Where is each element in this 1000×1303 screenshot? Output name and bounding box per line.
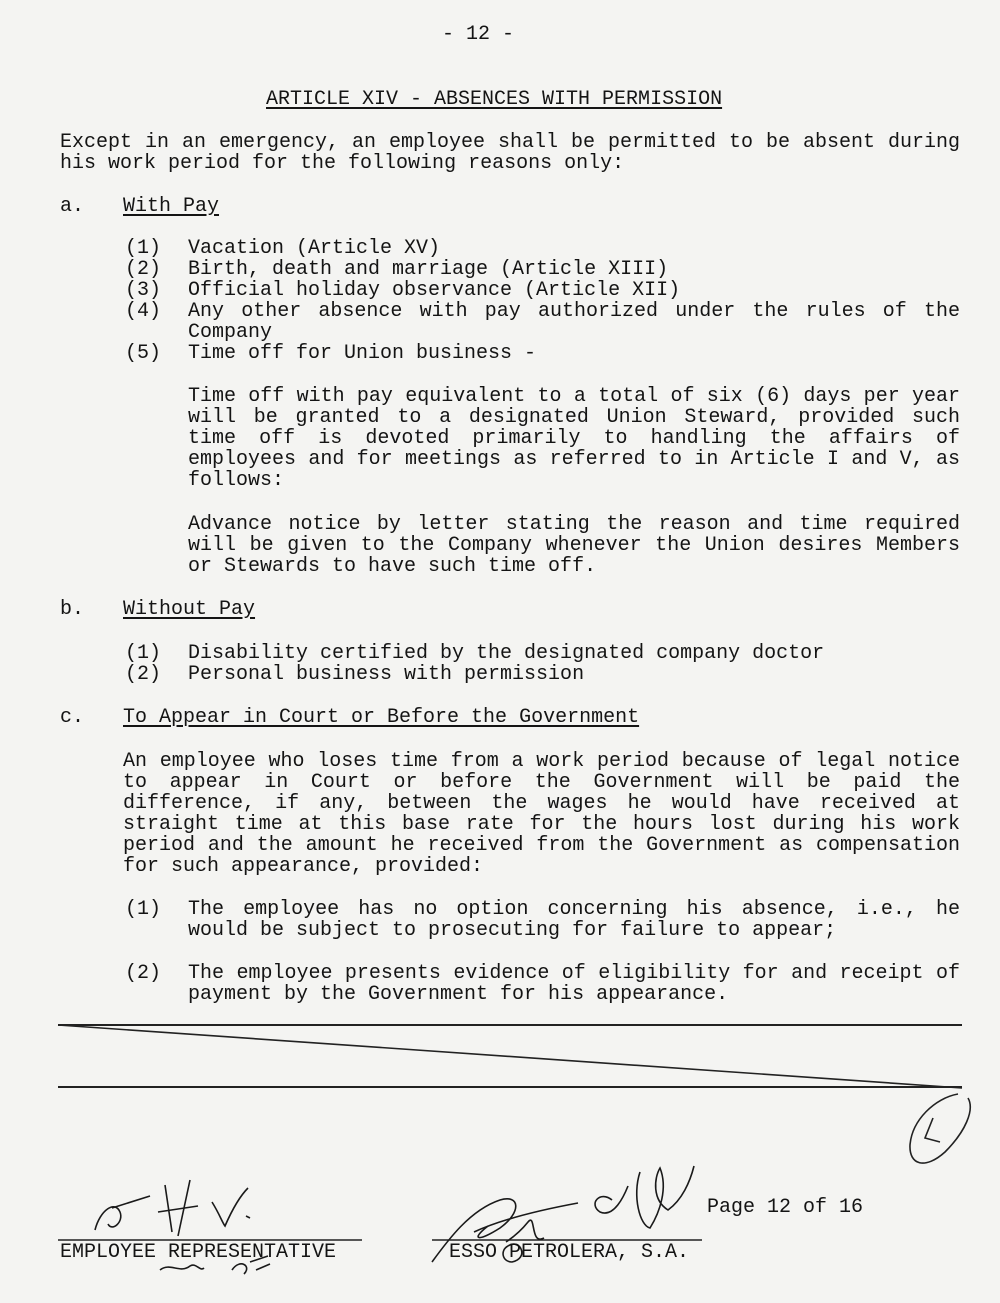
item-number: (1)	[125, 898, 162, 921]
list-item: The employee has no option concerning his absence, i.e., he would be subject to prosecuting for failure to appear;	[188, 898, 960, 942]
section-c-heading: To Appear in Court or Before the Government	[123, 706, 640, 729]
court-paragraph: An employee who loses time from a work period because of legal notice to appear in Court or before the Government will be paid the difference, if any, between the wages he would have received at straight time at this base rate for the hours lost during his work period and the amount he received from the Government as compensation for such appearance, provided:	[123, 750, 960, 878]
union-time-paragraph: Time off with pay equivalent to a total of six (6) days per year will be granted to a designated Union Steward, provided such time off is devoted primarily to handling the affairs of employees and for meetings as referred to in Article I and V, as follows:	[188, 385, 960, 492]
cancellation-lines	[58, 1025, 962, 1088]
list-item: The employee presents evidence of eligibility for and receipt of payment by the Government for his appearance.	[188, 962, 960, 1006]
item-number: (1)	[125, 237, 162, 260]
page-of-label: Page 12 of 16	[707, 1196, 864, 1219]
item-number: (3)	[125, 279, 162, 302]
esso-petrolera-label: ESSO PETROLERA, S.A.	[449, 1241, 690, 1264]
list-item: Any other absence with pay authorized under the rules of the Company	[188, 300, 960, 344]
article-title: ARTICLE XIV - ABSENCES WITH PERMISSION	[266, 88, 723, 111]
item-number: (5)	[125, 342, 162, 365]
employee-representative-label: EMPLOYEE REPRESENTATIVE	[60, 1241, 337, 1264]
item-number: (2)	[125, 962, 162, 985]
list-item: Time off for Union business -	[188, 342, 537, 365]
initials-mark	[910, 1094, 970, 1163]
intro-paragraph: Except in an emergency, an employee shall be permitted to be absent during his work period for the following reasons only:	[60, 131, 960, 175]
list-item: Official holiday observance (Article XII)	[188, 279, 681, 302]
list-item: Birth, death and marriage (Article XIII)	[188, 258, 669, 281]
section-a-heading: With Pay	[123, 195, 220, 218]
section-a-marker: a.	[60, 195, 85, 218]
item-number: (2)	[125, 258, 162, 281]
item-number: (4)	[125, 300, 162, 323]
item-number: (2)	[125, 663, 162, 686]
advance-notice-paragraph: Advance notice by letter stating the reason and time required will be given to the Company whenever the Union desires Members or Stewards to have such time off.	[188, 513, 960, 578]
section-b-heading: Without Pay	[123, 598, 256, 621]
section-b-marker: b.	[60, 598, 85, 621]
item-number: (1)	[125, 642, 162, 665]
section-c-marker: c.	[60, 706, 85, 729]
list-item: Personal business with permission	[188, 663, 585, 686]
list-item: Vacation (Article XV)	[188, 237, 441, 260]
list-item: Disability certified by the designated company doctor	[188, 642, 825, 665]
page-number: - 12 -	[442, 23, 515, 46]
